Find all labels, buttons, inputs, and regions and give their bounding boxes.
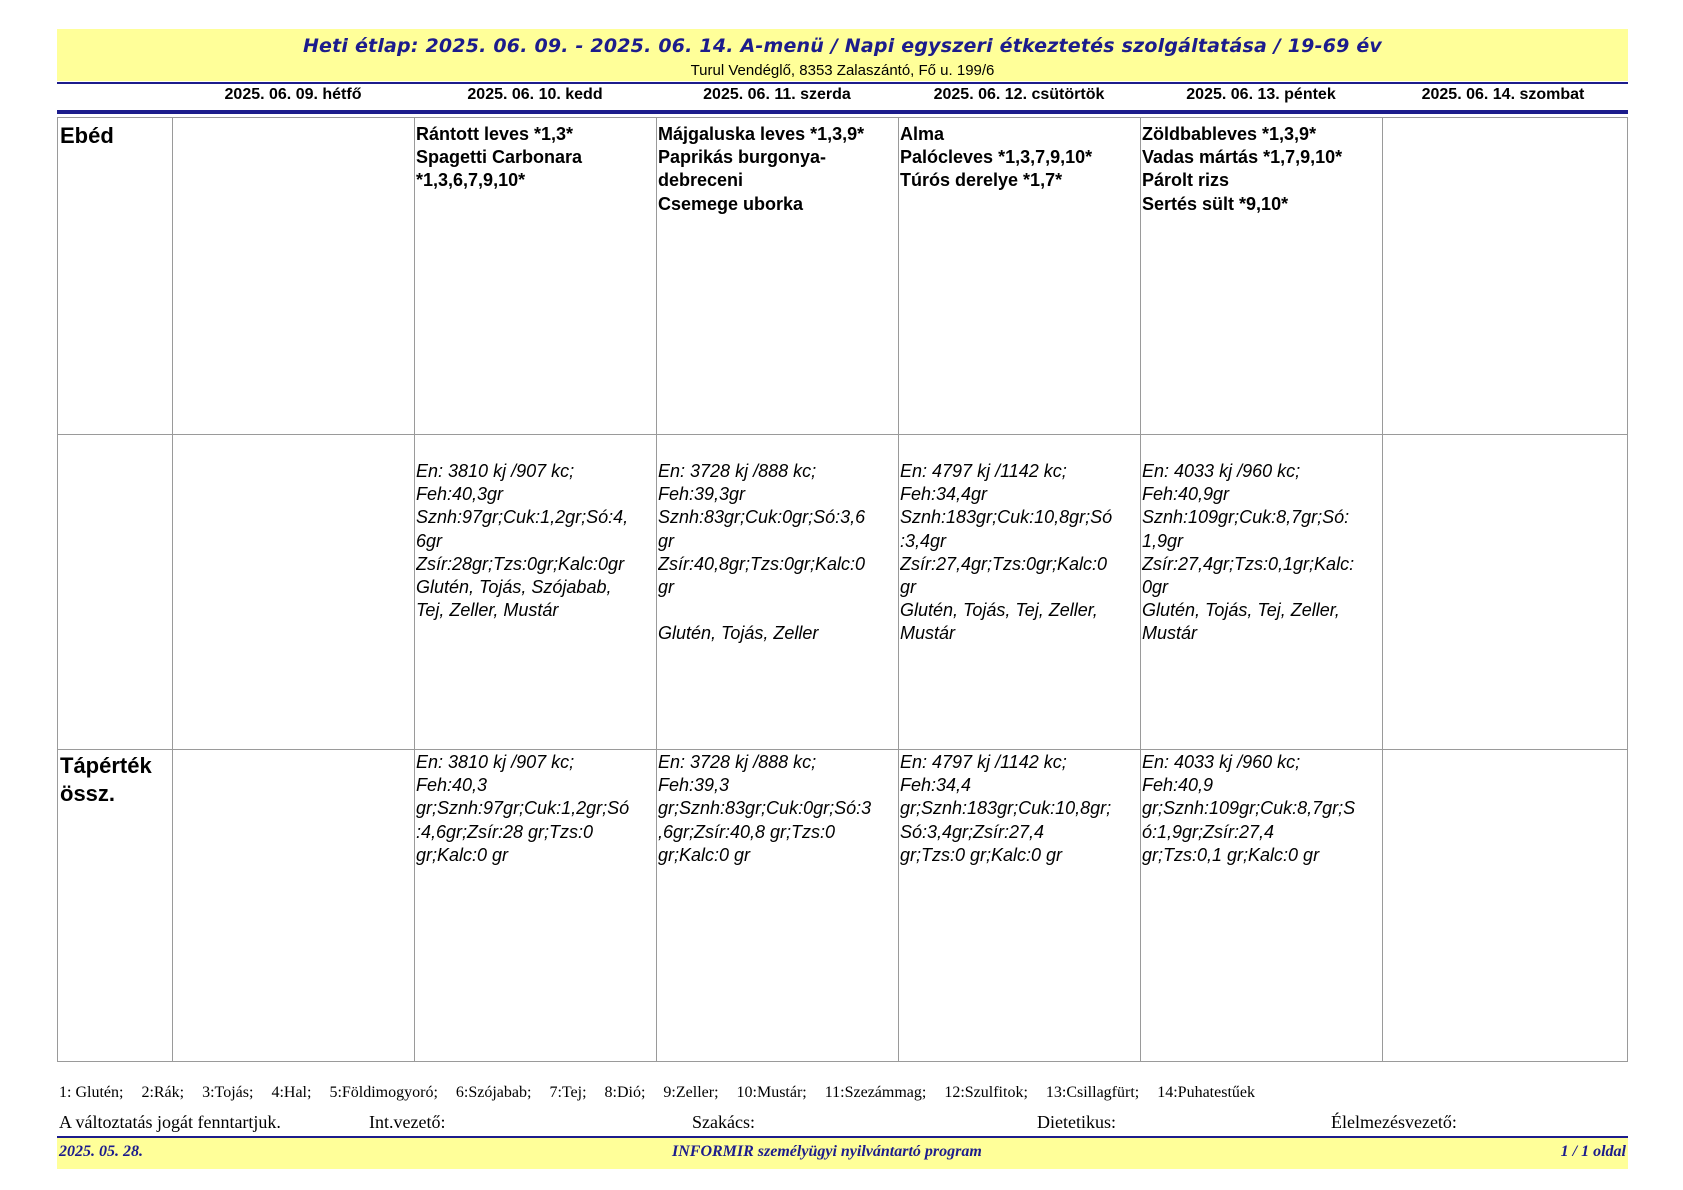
- change-notice: A változtatás jogát fenntartjuk.: [59, 1112, 281, 1132]
- day-header-row: [57, 86, 1628, 108]
- header-rule: [57, 82, 1628, 84]
- nutrition-cell: En: 4797 kj /1142 kc; Feh:34,4gr Sznh:183gr;Cuk:10,8gr;Só :3,4gr Zsír:27,4gr;Tzs:0gr;Kalc:0 gr Glutén, Tojás, Tej, Zeller, Mustár: [900, 461, 1113, 644]
- allergen-legend: 1: Glutén; 2:Rák; 3:Tojás; 4:Hal; 5:Földimogyoró; 6:Szójabab; 7:Tej; 8:Dió; 9:Zeller; 10:Mustár; 11:Szezámmag; 12:Szulfitok; 13:Csillagfürt; 14:Puhatestűek: [59, 1084, 1255, 1101]
- totals-cell: En: 4797 kj /1142 kc; Feh:34,4 gr;Sznh:183gr;Cuk:10,8gr; Só:3,4gr;Zsír:27,4 gr;Tzs:0 gr;Kalc:0 gr: [900, 752, 1112, 865]
- signature-manager: Int.vezető:: [369, 1112, 446, 1132]
- totals-cell: En: 4033 kj /960 kc; Feh:40,9 gr;Sznh:109gr;Cuk:8,7gr;S ó:1,9gr;Zsír:27,4 gr;Tzs:0,1 gr;Kalc:0 gr: [1142, 752, 1356, 865]
- restaurant-address: Turul Vendéglő, 8353 Zalaszántó, Fő u. 199/6: [690, 62, 995, 79]
- dish-cell: Rántott leves *1,3* Spagetti Carbonara *1,3,6,7,9,10*: [416, 124, 583, 191]
- signature-dietitian: Dietetikus:: [1037, 1112, 1116, 1132]
- menu-grid: [57, 117, 1628, 1062]
- footer-page-number: 1 / 1 oldal: [1560, 1143, 1626, 1160]
- signature-cook: Szakács:: [692, 1112, 755, 1132]
- lunch-row-label: Ebéd: [60, 123, 114, 148]
- dish-cell: Alma Palócleves *1,3,7,9,10* Túrós derelye *1,7*: [900, 124, 1093, 191]
- footer-program: INFORMIR személyügyi nyilvántartó program: [672, 1143, 982, 1160]
- dish-cell: Zöldbableves *1,3,9* Vadas mártás *1,7,9,10* Párolt rizs Sertés sült *9,10*: [1142, 124, 1343, 214]
- day-header-thursday: 2025. 06. 12. csütörtök: [933, 86, 1105, 103]
- nutrition-cell: En: 3810 kj /907 kc; Feh:40,3gr Sznh:97gr;Cuk:1,2gr;Só:4, 6gr Zsír:28gr;Tzs:0gr;Kalc:0gr Glutén, Tojás, Szójabab, Tej, Zeller, Mustár: [416, 461, 629, 621]
- nutrition-cell: En: 3728 kj /888 kc; Feh:39,3gr Sznh:83gr;Cuk:0gr;Só:3,6 gr Zsír:40,8gr;Tzs:0gr;Kalc:0 gr Glutén, Tojás, Zeller: [658, 461, 866, 644]
- day-header-wednesday: 2025. 06. 11. szerda: [703, 86, 851, 103]
- menu-title: Heti étlap: 2025. 06. 09. - 2025. 06. 14. A-menü / Napi egyszeri étkeztetés szolgáltatása / 19-69 év: [302, 35, 1383, 57]
- day-header-tuesday: 2025. 06. 10. kedd: [467, 86, 603, 103]
- nutrition-cell: En: 4033 kj /960 kc; Feh:40,9gr Sznh:109gr;Cuk:8,7gr;Só: 1,9gr Zsír:27,4gr;Tzs:0,1gr;Kalc: 0gr Glutén, Tojás, Tej, Zeller, Mustár: [1142, 461, 1355, 644]
- signature-catering-manager: Élelmezésvezető:: [1331, 1112, 1457, 1132]
- dish-cell: Májgaluska leves *1,3,9* Paprikás burgonya- debreceni Csemege uborka: [658, 124, 865, 214]
- footer-date: 2025. 05. 28.: [59, 1143, 143, 1160]
- signature-row: [59, 1112, 1619, 1136]
- day-header-friday: 2025. 06. 13. péntek: [1186, 86, 1336, 103]
- totals-row-label: Tápérték össz.: [60, 753, 152, 806]
- day-header-rule: [57, 110, 1628, 114]
- day-header-monday: 2025. 06. 09. hétfő: [224, 86, 362, 103]
- header-band: [57, 29, 1628, 81]
- footer-band: [57, 1138, 1628, 1169]
- day-header-saturday: 2025. 06. 14. szombat: [1421, 86, 1585, 103]
- totals-cell: En: 3810 kj /907 kc; Feh:40,3 gr;Sznh:97gr;Cuk:1,2gr;Só :4,6gr;Zsír:28 gr;Tzs:0 gr;Kalc:0 gr: [416, 752, 630, 865]
- totals-cell: En: 3728 kj /888 kc; Feh:39,3 gr;Sznh:83gr;Cuk:0gr;Só:3 ,6gr;Zsír:40,8 gr;Tzs:0 gr;Kalc:0 gr: [658, 752, 872, 865]
